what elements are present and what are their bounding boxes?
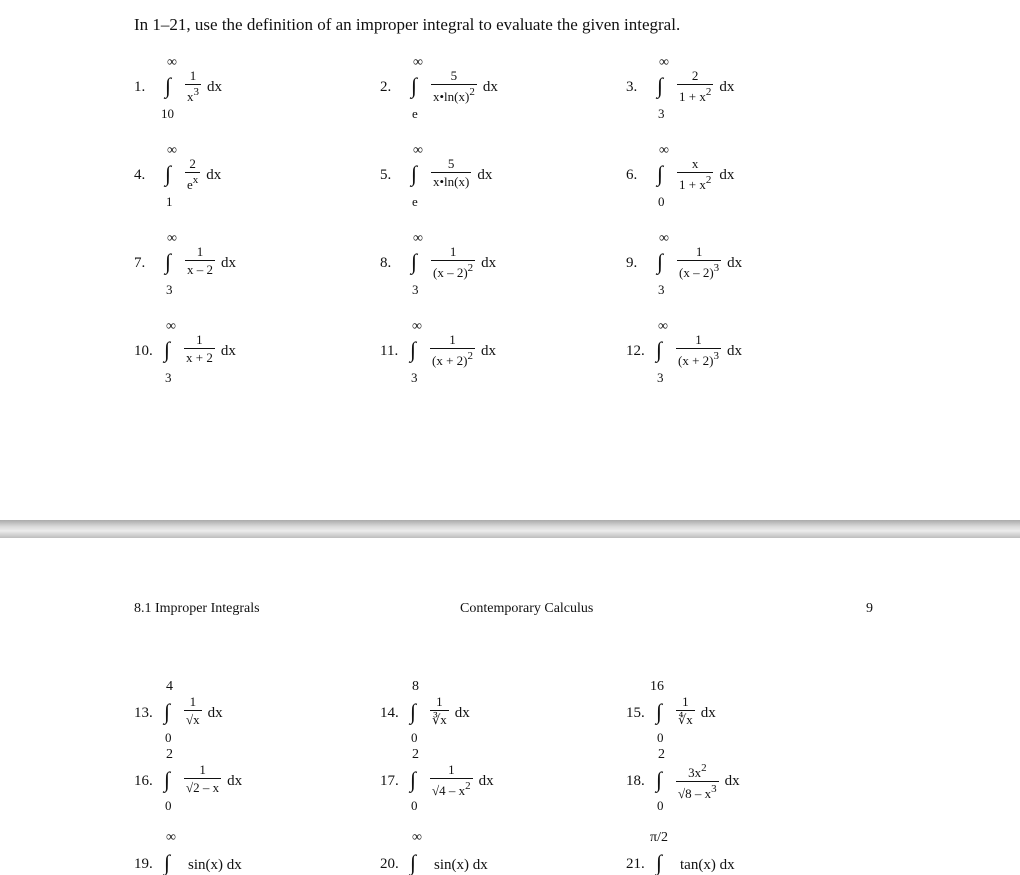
- problem-number: 15.: [626, 705, 645, 721]
- problem-number: 9.: [626, 255, 638, 271]
- integral-sign: ∫: [656, 699, 663, 724]
- lower-limit: 3: [658, 282, 665, 297]
- denominator: [184, 710, 202, 728]
- upper-limit: ∞: [659, 143, 669, 158]
- denominator-exponent: 2: [469, 86, 475, 98]
- problem-number: 19.: [134, 856, 153, 872]
- integral-sign: ∫: [411, 249, 418, 274]
- integrand-fraction: [676, 332, 721, 369]
- upper-limit: 4: [166, 679, 173, 694]
- upper-limit: ∞: [166, 830, 176, 845]
- upper-limit: ∞: [166, 319, 176, 334]
- denominator-text: x + 2: [186, 350, 213, 365]
- numerator: 1: [695, 332, 702, 347]
- numerator: $3x^2$: [688, 762, 707, 780]
- integral-sign: ∫: [656, 850, 663, 875]
- problem-number: 3.: [626, 79, 638, 95]
- numerator: 1: [682, 694, 689, 709]
- dx-label: dx: [482, 79, 498, 95]
- upper-limit: ∞: [167, 143, 177, 158]
- lower-limit: 1: [166, 194, 173, 209]
- integral-sign: ∫: [410, 337, 417, 362]
- integral-sign: ∫: [656, 337, 663, 362]
- integrand: sin(x) dx: [434, 857, 488, 873]
- denominator: [185, 84, 201, 105]
- problem-number: 2.: [380, 79, 392, 95]
- problem-number: 13.: [134, 705, 153, 721]
- denominator: [677, 172, 713, 193]
- numerator: 2: [691, 68, 699, 83]
- dx-label: dx: [727, 255, 743, 271]
- integral-sign: ∫: [411, 161, 418, 186]
- lower-limit: 0: [411, 798, 418, 813]
- dx-label: dx: [700, 705, 716, 721]
- denominator: [431, 84, 477, 105]
- lower-limit: 10: [161, 106, 174, 121]
- problem-number: 20.: [380, 856, 399, 872]
- denominator-exponent: 3: [711, 783, 717, 795]
- denominator-text: 1 + x: [679, 89, 706, 104]
- upper-limit: ∞: [412, 830, 422, 845]
- denominator: [430, 710, 449, 728]
- numerator: 1: [695, 244, 703, 259]
- denominator-exponent: 2: [467, 262, 474, 274]
- problem-number: 17.: [380, 773, 399, 789]
- problem-number: 14.: [380, 705, 399, 721]
- lower-limit: 3: [165, 370, 172, 385]
- integrand-fraction: [677, 68, 713, 105]
- problem-number: 21.: [626, 856, 645, 872]
- problem-number: 12.: [626, 343, 645, 359]
- dx-label: dx: [477, 167, 493, 183]
- numerator: 1: [196, 244, 204, 259]
- upper-limit: ∞: [167, 55, 177, 70]
- problem-number: 7.: [134, 255, 146, 271]
- dx-label: dx: [727, 343, 742, 359]
- upper-limit: 8: [412, 679, 419, 694]
- footer-section: 8.1 Improper Integrals: [134, 601, 260, 616]
- denominator-text: x: [187, 89, 194, 104]
- instructions: In 1–21, use the definition of an improper integral to evaluate the given integral.: [134, 15, 681, 34]
- problem-number: 10.: [134, 343, 153, 359]
- integral-sign: ∫: [656, 767, 663, 792]
- denominator: [430, 348, 475, 369]
- dx-label: dx: [719, 79, 735, 95]
- dx-label: dx: [724, 773, 740, 789]
- integrand-fraction: [431, 244, 475, 281]
- problem-number: 6.: [626, 167, 638, 183]
- upper-limit: ∞: [413, 231, 423, 246]
- integral-sign: ∫: [657, 161, 664, 186]
- integrand: sin(x) dx: [188, 857, 242, 873]
- denominator-text: √4 – x: [432, 783, 466, 798]
- denominator-text: (x – 2): [679, 265, 714, 280]
- denominator-text: ∜x: [678, 712, 693, 727]
- numerator: x: [691, 156, 699, 171]
- problem-number: 11.: [380, 343, 399, 359]
- page-divider: [0, 520, 1020, 538]
- denominator-text: (x + 2): [432, 353, 468, 368]
- denominator: [185, 172, 200, 193]
- dx-label: dx: [481, 255, 497, 271]
- lower-limit: 3: [411, 370, 418, 385]
- integrand-fraction: [676, 694, 695, 728]
- denominator-exponent: 3: [713, 350, 719, 362]
- upper-limit: ∞: [413, 143, 423, 158]
- denominator-text: ∛x: [432, 712, 447, 727]
- dx-label: dx: [454, 705, 470, 721]
- denominator-text: (x – 2): [433, 265, 468, 280]
- problem-number: 1.: [134, 79, 146, 95]
- problem-number: 4.: [134, 167, 146, 183]
- integrand-fraction: [430, 762, 473, 799]
- dx-label: dx: [206, 167, 222, 183]
- upper-limit: ∞: [659, 231, 669, 246]
- dx-label: dx: [207, 79, 222, 95]
- integral-sign: ∫: [657, 73, 664, 98]
- upper-limit: 2: [166, 747, 173, 762]
- denominator: [676, 348, 721, 369]
- footer-page-number: 9: [866, 601, 873, 616]
- denominator-exponent: 2: [705, 174, 712, 186]
- numerator-exponent: 2: [701, 762, 707, 774]
- integrand-fraction: [431, 68, 477, 105]
- upper-limit: ∞: [412, 319, 422, 334]
- numerator: 1: [436, 694, 443, 709]
- lower-limit: 0: [165, 798, 172, 813]
- integrand: tan(x) dx: [680, 857, 735, 873]
- numerator: 5: [450, 68, 458, 83]
- denominator: [184, 778, 221, 796]
- integral-sign: ∫: [164, 337, 171, 362]
- denominator-text: x•ln(x): [433, 89, 470, 104]
- lower-limit: 0: [657, 798, 664, 813]
- lower-limit: e: [412, 106, 418, 121]
- dx-label: dx: [719, 167, 735, 183]
- denominator-exponent: 2: [465, 780, 471, 792]
- integrand-fraction: [431, 156, 471, 190]
- integral-sign: ∫: [164, 699, 171, 724]
- numerator: 1: [199, 762, 206, 777]
- denominator-text: √x: [186, 712, 200, 727]
- denominator: [430, 778, 473, 799]
- denominator-text: x•ln(x): [433, 174, 470, 189]
- lower-limit: 3: [412, 282, 419, 297]
- numerator: 1: [449, 244, 457, 259]
- problem-number: 5.: [380, 167, 392, 183]
- upper-limit: ∞: [658, 319, 668, 334]
- integrand-fraction: [185, 68, 201, 105]
- integrand-fraction: [185, 156, 200, 193]
- denominator-text: x – 2: [187, 262, 213, 277]
- denominator-text: 1 + x: [679, 177, 706, 192]
- integrand-fraction: [430, 694, 449, 728]
- numerator: 2: [189, 156, 196, 171]
- integral-sign: ∫: [165, 249, 172, 274]
- denominator-text: √2 – x: [186, 780, 220, 795]
- denominator: [185, 260, 215, 278]
- integral-sign: ∫: [411, 73, 418, 98]
- denominator: [677, 84, 713, 105]
- numerator: 5: [447, 156, 455, 171]
- integrand-fraction: [676, 762, 719, 802]
- integrand-fraction: [184, 332, 215, 366]
- numerator: 1: [448, 762, 455, 777]
- integral-sign: ∫: [164, 767, 171, 792]
- integrand-fraction: [184, 694, 202, 728]
- upper-limit: ∞: [659, 55, 669, 70]
- denominator: [184, 348, 215, 366]
- upper-limit: 2: [412, 747, 419, 762]
- lower-limit: 0: [658, 194, 665, 209]
- problem-number: 18.: [626, 773, 645, 789]
- integral-sign: ∫: [165, 161, 172, 186]
- integrand-fraction: [430, 332, 475, 369]
- integral-sign: ∫: [165, 73, 172, 98]
- upper-limit: ∞: [167, 231, 177, 246]
- integral-sign: ∫: [164, 850, 171, 875]
- upper-limit: π/2: [650, 830, 668, 845]
- denominator-text: (x + 2): [678, 353, 714, 368]
- lower-limit: 3: [657, 370, 664, 385]
- dx-label: dx: [227, 773, 243, 789]
- denominator-exponent: 2: [467, 350, 473, 362]
- problem-number: 8.: [380, 255, 392, 271]
- lower-limit: 3: [658, 106, 665, 121]
- dx-label: dx: [478, 773, 494, 789]
- denominator: [677, 260, 721, 281]
- dx-label: dx: [220, 343, 236, 359]
- numerator: 1: [189, 694, 197, 709]
- problem-number: 16.: [134, 773, 153, 789]
- lower-limit: 0: [411, 730, 418, 745]
- integral-sign: ∫: [657, 249, 664, 274]
- integral-sign: ∫: [410, 767, 417, 792]
- integral-sign: ∫: [410, 699, 417, 724]
- integral-sign: ∫: [410, 850, 417, 875]
- integrand-fraction: [677, 156, 713, 193]
- numerator: 1: [449, 332, 456, 347]
- upper-limit: 16: [650, 679, 664, 694]
- integrand-fraction: [677, 244, 721, 281]
- numerator: 1: [189, 68, 197, 83]
- integrand-fraction: [184, 762, 221, 796]
- denominator-exponent: 2: [705, 86, 712, 98]
- denominator: [676, 710, 695, 728]
- denominator-exponent: x: [192, 174, 199, 186]
- footer-book-title: Contemporary Calculus: [460, 601, 594, 616]
- denominator-text: √8 – x: [678, 786, 712, 801]
- dx-label: dx: [207, 705, 223, 721]
- lower-limit: 3: [166, 282, 173, 297]
- dx-label: dx: [481, 343, 496, 359]
- denominator: [676, 781, 719, 802]
- denominator-text: e: [187, 177, 193, 192]
- lower-limit: 0: [657, 730, 664, 745]
- denominator-exponent: 3: [193, 86, 199, 98]
- upper-limit: 2: [658, 747, 665, 762]
- denominator: [431, 172, 471, 190]
- lower-limit: 0: [165, 730, 172, 745]
- lower-limit: e: [412, 194, 418, 209]
- integrand-fraction: [185, 244, 215, 278]
- dx-label: dx: [221, 255, 236, 271]
- denominator-exponent: 3: [713, 262, 720, 274]
- numerator: 1: [196, 332, 203, 347]
- denominator: [431, 260, 475, 281]
- upper-limit: ∞: [413, 55, 423, 70]
